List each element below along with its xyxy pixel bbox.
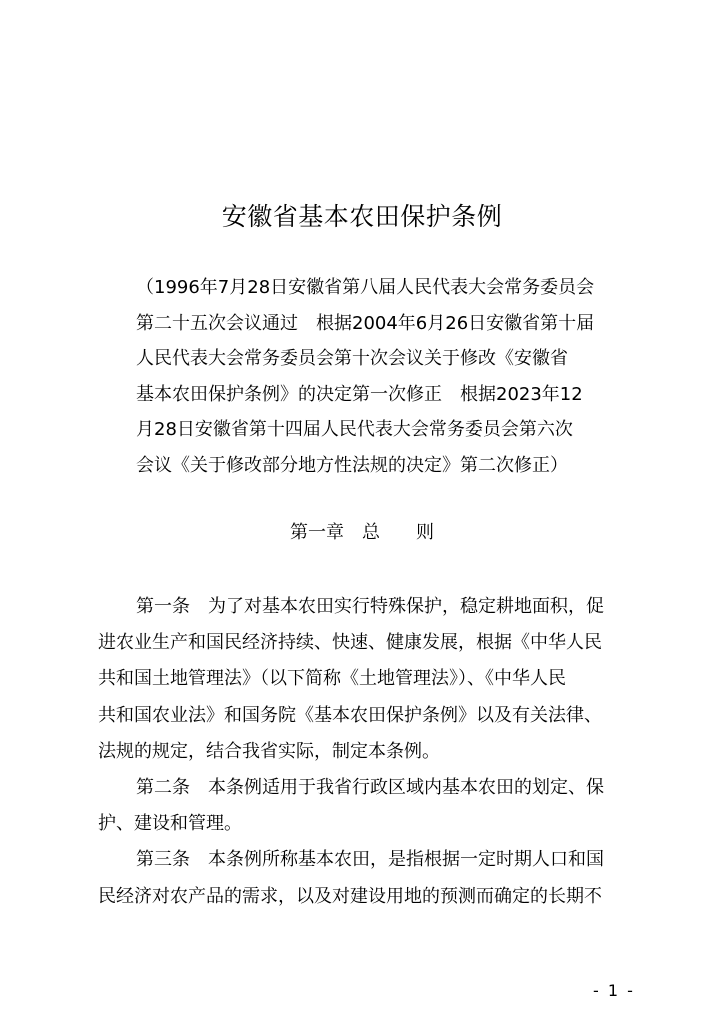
chapter-heading: 第一章 总 则 — [290, 522, 434, 543]
articles-body — [98, 589, 643, 915]
article-3-line: 第三条 本条例所称基本农田，是指根据一定时期人口和国 — [136, 849, 604, 871]
preamble-line: 基本农田保护条例》的决定第一次修正 根据2023年12 — [136, 383, 583, 405]
preamble-line: 会议《关于修改部分地方性法规的决定》第二次修正） — [136, 454, 568, 476]
article-1-line: 进农业生产和国民经济持续、快速、健康发展，根据《中华人民 — [98, 632, 602, 654]
article-1-line: 法规的规定，结合我省实际，制定本条例。 — [98, 740, 440, 762]
page-number: - 1 - — [593, 981, 635, 1000]
preamble-line: （1996年7月28日安徽省第八届人民代表大会常务委员会 — [136, 277, 595, 298]
legislative-history-note — [136, 270, 616, 483]
preamble-line: 人民代表大会常务委员会第十次会议关于修改《安徽省 — [136, 348, 568, 369]
article-3-line: 民经济对农产品的需求，以及对建设用地的预测而确定的长期不 — [98, 885, 602, 907]
article-1-line: 共和国农业法》和国务院《基本农田保护条例》以及有关法律、 — [98, 704, 602, 726]
article-2-line: 护、建设和管理。 — [98, 813, 242, 835]
article-1-line: 共和国土地管理法》（以下简称《土地管理法》）、《中华人民 — [98, 668, 566, 690]
article-2-line: 第二条 本条例适用于我省行政区域内基本农田的划定、保 — [136, 776, 604, 798]
document-title: 安徽省基本农田保护条例 — [221, 202, 503, 231]
article-1-line: 第一条 为了对基本农田实行特殊保护，稳定耕地面积，促 — [136, 596, 604, 617]
preamble-line: 月28日安徽省第十四届人民代表大会常务委员会第六次 — [136, 419, 573, 440]
preamble-line: 第二十五次会议通过 根据2004年6月26日安徽省第十届 — [136, 312, 595, 334]
